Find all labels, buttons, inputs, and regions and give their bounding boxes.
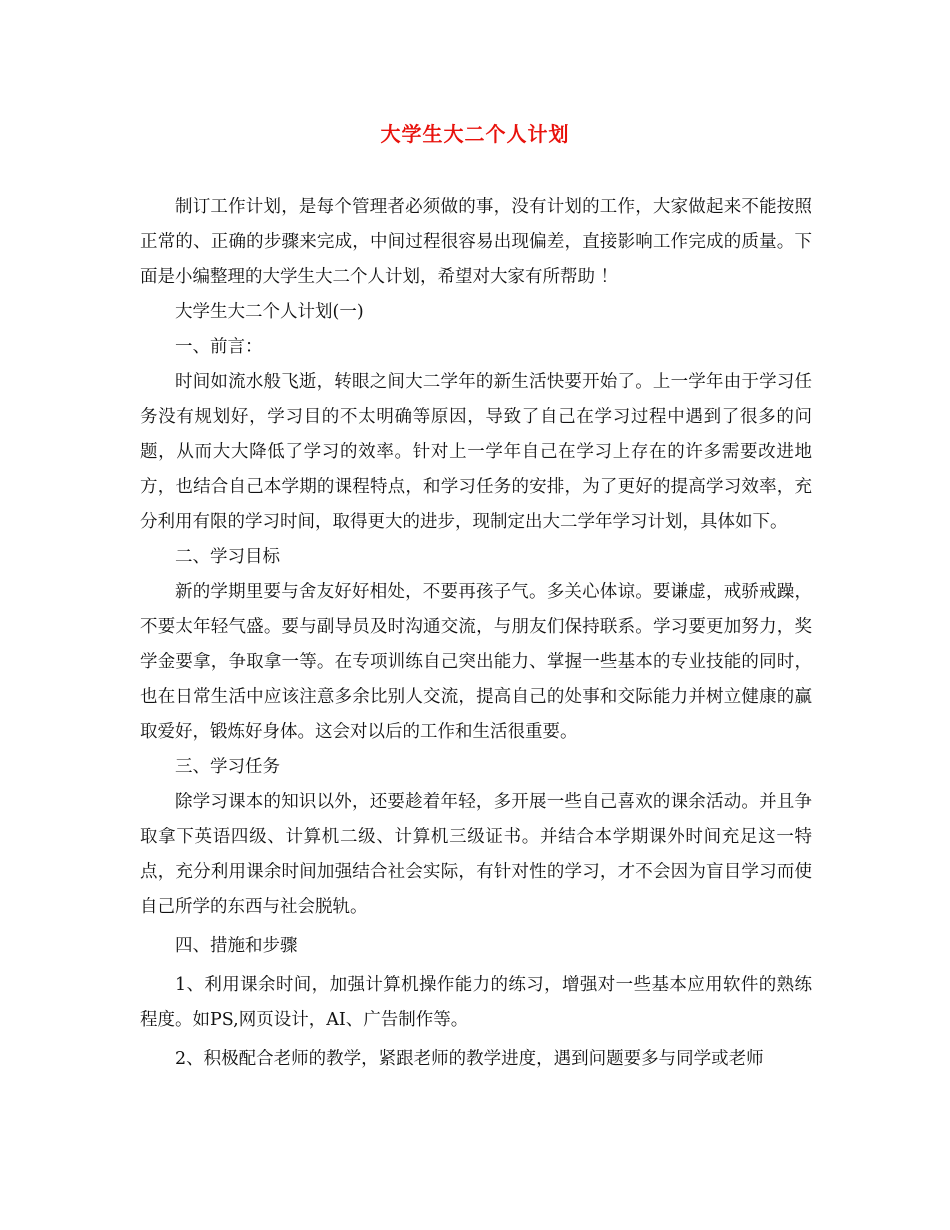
plan-heading: 大学生大二个人计划(一) <box>175 302 364 322</box>
preface-paragraph: 时间如流水般飞逝，转眼之间大二学年的新生活快要开始了。上一学年由于学习任务没有规划好，学习目的不太明确等原因，导致了自己在学习过程中遇到了很多的问题，从而大大降低了学习的效率。针对上一学年自己在学习上存在的许多需要改进地方，也结合自己本学期的课程特点，和学习任务的安排，为了更好的提高学习效率，充分利用有限的学习时间，取得更大的进步，现制定出大二学年学习计划，具体如下。 <box>140 372 812 532</box>
section-heading-preface: 一、前言： <box>175 337 263 357</box>
document-body <box>140 190 812 1077</box>
document-title: 大学生大二个人计划 <box>380 122 570 146</box>
measure-item-1: 1、利用课余时间，加强计算机操作能力的练习，增强对一些基本应用软件的熟练程度。如PS,网页设计，AI、广告制作等。 <box>140 975 812 1030</box>
measure-item-2: 2、积极配合老师的教学，紧跟老师的教学进度，遇到问题要多与同学或老师 <box>175 1049 764 1069</box>
section-heading-goals: 二、学习目标 <box>175 547 280 567</box>
goals-paragraph: 新的学期里要与舍友好好相处，不要再孩子气。多关心体谅。要谦虚，戒骄戒躁，不要太年轻气盛。要与副导员及时沟通交流，与朋友们保持联系。学习要更加努力，奖学金要拿，争取拿一等。在专项训练自己突出能力、掌握一些基本的专业技能的同时，也在日常生活中应该注意多余比别人交流，提高自己的处事和交际能力并树立健康的赢取爱好，锻炼好身体。这会对以后的工作和生活很重要。 <box>140 582 812 742</box>
section-heading-tasks: 三、学习任务 <box>175 757 280 777</box>
tasks-paragraph: 除学习课本的知识以外，还要趁着年轻，多开展一些自己喜欢的课余活动。并且争取拿下英语四级、计算机二级、计算机三级证书。并结合本学期课外时间充足这一特点，充分利用课余时间加强结合社会实际，有针对性的学习，才不会因为盲目学习而使自己所学的东西与社会脱轨。 <box>140 792 812 917</box>
section-heading-measures: 四、措施和步骤 <box>175 936 298 956</box>
intro-paragraph: 制订工作计划，是每个管理者必须做的事，没有计划的工作，大家做起来不能按照正常的、正确的步骤来完成，中间过程很容易出现偏差，直接影响工作完成的质量。下面是小编整理的大学生大二个人计划，希望对大家有所帮助 ！ <box>140 197 812 287</box>
